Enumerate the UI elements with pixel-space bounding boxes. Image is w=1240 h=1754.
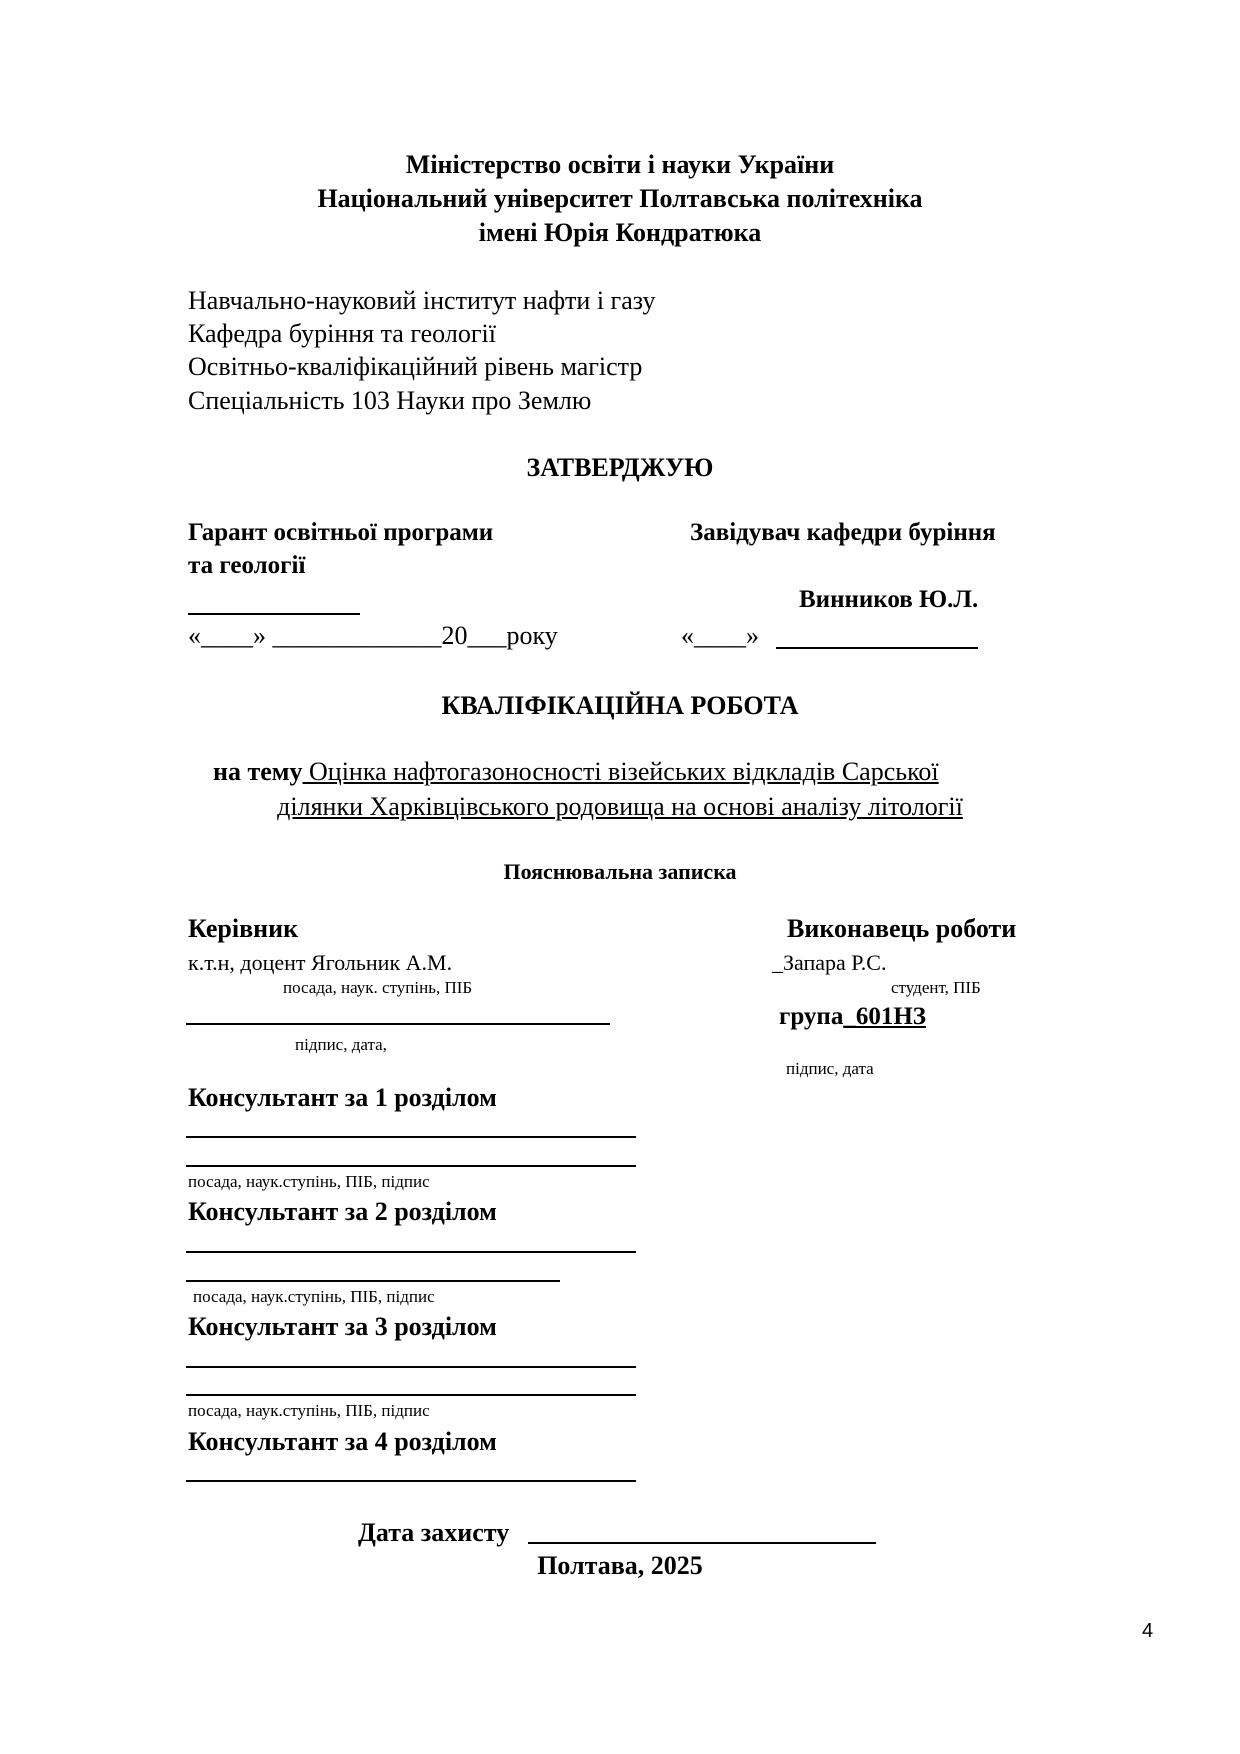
consultant-1-label: Консультант за 1 розділом xyxy=(188,1083,497,1112)
consultant-1-line-1 xyxy=(186,1136,636,1138)
consultant-3-label: Консультант за 3 розділом xyxy=(188,1312,497,1341)
guarantor-role: Гарант освітньої програми xyxy=(188,519,494,546)
topic-text-line2: ділянки Харківцівського родовища на основі аналізу літології xyxy=(277,792,963,821)
consultant-3-line-2 xyxy=(186,1394,636,1396)
ministry-heading: Міністерство освіти і науки України xyxy=(405,150,835,179)
guarantor-signature-line xyxy=(188,613,360,615)
supervisor-name: к.т.н, доцент Ягольник А.М. xyxy=(188,950,453,975)
work-title: КВАЛІФІКАЦІЙНА РОБОТА xyxy=(441,691,799,720)
city-year: Полтава, 2025 xyxy=(537,1551,703,1580)
group-value: _601НЗ xyxy=(843,1003,926,1030)
head-of-department-role: Завідувач кафедри буріння xyxy=(690,519,996,546)
consultant-4-label: Консультант за 4 розділом xyxy=(188,1427,497,1456)
consultant-2-label: Консультант за 2 розділом xyxy=(188,1197,497,1226)
university-named-after: імені Юрія Кондратюка xyxy=(478,218,762,247)
consultant-2-line-2 xyxy=(186,1280,560,1282)
consultant-3-line-1 xyxy=(186,1366,636,1368)
consultant-2-caption: посада, наук.ступінь, ПІБ, підпис xyxy=(193,1287,435,1306)
topic-text-line1: Оцінка нафтогазоносності візейських відкладів Сарської xyxy=(302,757,939,786)
executor-sign-caption: підпис, дата xyxy=(786,1059,874,1078)
level-line: Освітньо-кваліфікаційний рівень магістр xyxy=(188,352,643,381)
executor-caption: студент, ПІБ xyxy=(891,978,981,997)
executor-label: Виконавець роботи xyxy=(787,914,1017,943)
supervisor-caption: посада, наук. ступінь, ПІБ xyxy=(283,978,473,997)
defense-date-line xyxy=(528,1542,876,1544)
supervisor-signature-line xyxy=(186,1023,610,1025)
consultant-2-line-1 xyxy=(186,1251,636,1253)
consultant-4-line-1 xyxy=(186,1480,636,1482)
guarantor-role-cont: та геології xyxy=(188,552,306,579)
group-label: група xyxy=(779,1003,844,1030)
explanatory-note-title: Пояснювальна записка xyxy=(503,859,737,884)
executor-name: _Запара Р.С. xyxy=(772,950,887,975)
approval-title: ЗАТВЕРДЖУЮ xyxy=(526,453,714,482)
university-heading: Національний університет Полтавська політехніка xyxy=(317,184,923,213)
head-date-line xyxy=(776,647,978,649)
supervisor-sign-caption: підпис, дата, xyxy=(295,1035,387,1054)
topic-label: на тему xyxy=(213,757,303,786)
head-of-department-date: «____» xyxy=(681,621,759,650)
consultant-1-line-2 xyxy=(186,1165,636,1167)
defense-date-label: Дата захисту xyxy=(358,1518,510,1547)
specialty-line: Спеціальність 103 Науки про Землю xyxy=(188,386,592,415)
consultant-1-caption: посада, наук.ступінь, ПІБ, підпис xyxy=(188,1172,430,1191)
consultant-3-caption: посада, наук.ступінь, ПІБ, підпис xyxy=(188,1401,430,1420)
head-of-department-name: Винников Ю.Л. xyxy=(799,586,979,613)
department-line: Кафедра буріння та геології xyxy=(188,319,496,348)
page-number: 4 xyxy=(1142,1620,1154,1642)
guarantor-date: «____» _____________20___року xyxy=(188,621,558,650)
supervisor-label: Керівник xyxy=(188,914,299,943)
institute-line: Навчально-науковий інститут нафти і газу xyxy=(188,286,656,315)
